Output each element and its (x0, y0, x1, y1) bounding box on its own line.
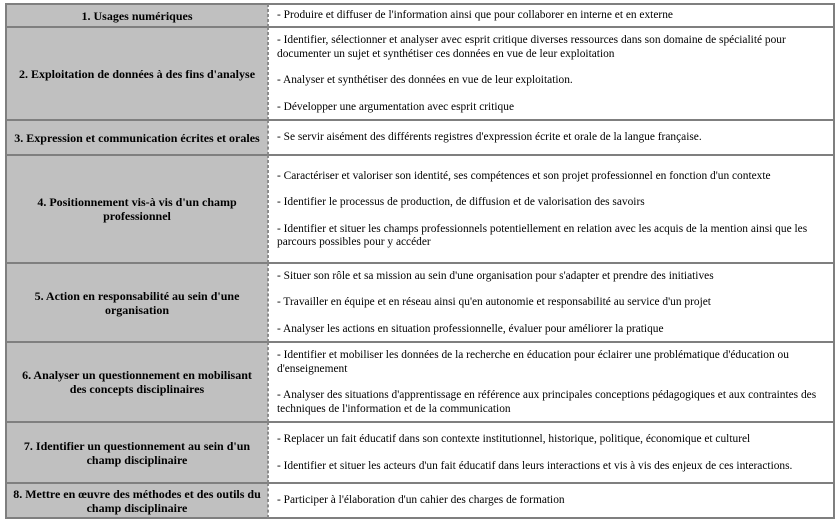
item-spacer (277, 88, 827, 101)
competency-item: - Analyser et synthétiser des données en vue de leur exploitation. (277, 74, 573, 86)
competency-details (268, 120, 834, 155)
competency-details (268, 27, 834, 120)
competency-item: - Analyser des situations d'apprentissage en référence aux principales conceptions pédagogiques et aux contraintes des techniques de l'information et de la communication (277, 389, 817, 415)
competency-title: 1. Usages numériques (6, 4, 268, 27)
competency-title: 3. Expression et communication écrites et orales (6, 120, 268, 155)
item-spacer (277, 61, 827, 74)
table-row (6, 342, 834, 422)
competencies-table (5, 3, 835, 519)
competency-item: - Identifier et mobiliser les données de la recherche en éducation pour éclairer une problématique d'éducation ou d'enseignement (277, 349, 789, 375)
competency-item: - Caractériser et valoriser son identité, ses compétences et son projet professionnel en fonction d'un contexte (277, 169, 771, 182)
competency-item: - Participer à l'élaboration d'un cahier des charges de formation (277, 494, 565, 507)
competency-item: - Produire et diffuser de l'information ainsi que pour collaborer en interne et en externe (277, 9, 673, 22)
item-spacer (277, 447, 827, 460)
table-row (6, 4, 834, 27)
table-row (6, 27, 834, 120)
table-row (6, 483, 834, 518)
table-row (6, 422, 834, 483)
competency-details (268, 4, 834, 27)
item-spacer (277, 376, 827, 389)
competency-title: 7. Identifier un questionnement au sein d'un champ disciplinaire (6, 422, 268, 483)
competency-title: 6. Analyser un questionnement en mobilisant des concepts disciplinaires (6, 342, 268, 422)
item-spacer (277, 183, 827, 196)
competency-item: - Identifier, sélectionner et analyser avec esprit critique diverses ressources dans son domaine de spécialité pour documenter un sujet et synthétiser ces données en vue de leur exploitation (277, 34, 786, 60)
item-spacer (277, 283, 827, 296)
table-row (6, 120, 834, 155)
competency-item: - Travailler en équipe et en réseau ainsi qu'en autonomie et responsabilité au service d'un projet (277, 296, 711, 309)
competency-item: - Se servir aisément des différents registres d'expression écrite et orale de la langue française. (277, 131, 702, 144)
table-row (6, 263, 834, 342)
competency-title: 2. Exploitation de données à des fins d'analyse (6, 27, 268, 120)
competency-item: - Analyser les actions en situation professionnelle, évaluer pour améliorer la pratique (277, 322, 664, 335)
competency-details (268, 422, 834, 483)
competency-title: 5. Action en responsabilité au sein d'une organisation (6, 263, 268, 342)
competency-item: - Identifier et situer les champs professionnels potentiellement en relation avec les acquis de la mention ainsi que les parcours possibles pour y accéder (277, 222, 808, 248)
competency-details (268, 263, 834, 342)
competency-details (268, 483, 834, 518)
competency-title: 8. Mettre en œuvre des méthodes et des outils du champ disciplinaire (6, 483, 268, 518)
competency-details (268, 342, 834, 422)
competency-details (268, 155, 834, 263)
competency-item: - Identifier le processus de production, de diffusion et de valorisation des savoirs (277, 196, 645, 208)
item-spacer (277, 210, 827, 223)
item-spacer (277, 310, 827, 323)
table-row (6, 155, 834, 263)
competency-item: - Identifier et situer les acteurs d'un fait éducatif dans leurs interactions et vis à vis des enjeux de ces interactions. (277, 459, 793, 472)
competency-item: - Développer une argumentation avec esprit critique (277, 100, 515, 113)
competency-item: - Replacer un fait éducatif dans son contexte institutionnel, historique, politique, économique et culturel (277, 433, 751, 445)
competency-item: - Situer son rôle et sa mission au sein d'une organisation pour s'adapter et prendre des initiatives (277, 269, 714, 282)
competencies-table-container (5, 3, 833, 515)
competency-title: 4. Positionnement vis-à vis d'un champ professionnel (6, 155, 268, 263)
